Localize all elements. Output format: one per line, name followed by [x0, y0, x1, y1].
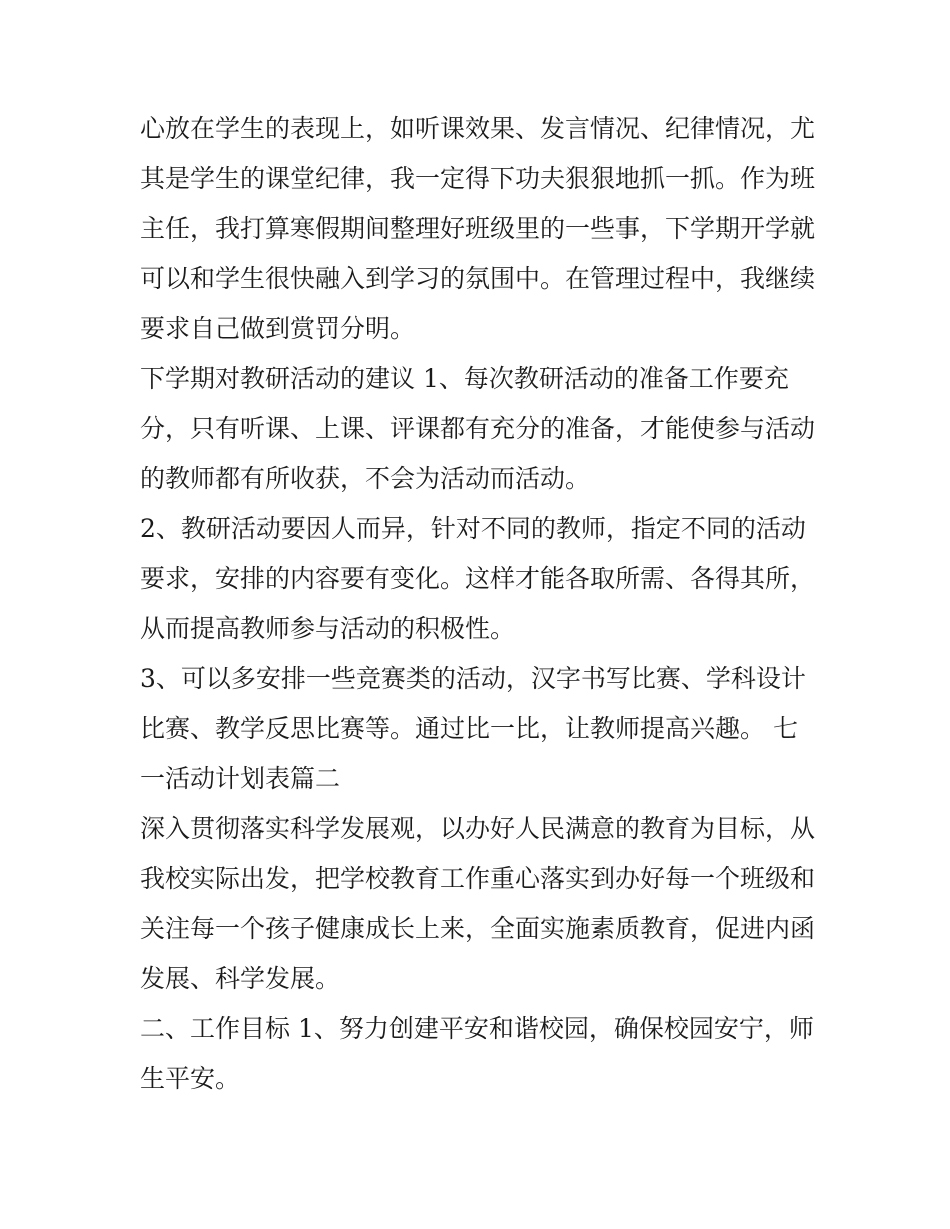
paragraph-3 [140, 504, 820, 654]
text-line: 可以和学生很快融入到学习的氛围中。在管理过程中，我继续 [140, 264, 816, 293]
text-line: 我校实际出发，把学校教育工作重心落实到办好每一个班级和 [140, 864, 816, 893]
text-line: 发展、科学发展。 [140, 964, 341, 993]
paragraph-1 [140, 104, 820, 354]
text-line: 3、可以多安排一些竞赛类的活动，汉字书写比赛、学科设计 [140, 664, 806, 693]
text-line: 二、工作目标 1、努力创建平安和谐校园，确保校园安宁，师 [140, 1014, 814, 1043]
document-body [140, 104, 820, 1104]
text-line: 其是学生的课堂纪律，我一定得下功夫狠狠地抓一抓。作为班 [140, 164, 816, 193]
text-line: 2、教研活动要因人而异，针对不同的教师，指定不同的活动 [140, 514, 806, 543]
paragraph-5 [140, 804, 820, 1004]
text-line: 从而提高教师参与活动的积极性。 [140, 614, 516, 643]
paragraph-4 [140, 654, 820, 804]
text-line: 关注每一个孩子健康成长上来，全面实施素质教育，促进内函 [140, 914, 816, 943]
text-line: 一活动计划表篇二 [140, 764, 341, 793]
paragraph-2 [140, 354, 820, 504]
text-line: 心放在学生的表现上，如听课效果、发言情况、纪律情况，尤 [140, 114, 816, 143]
paragraph-6 [140, 1004, 820, 1104]
text-line: 分，只有听课、上课、评课都有充分的准备，才能使参与活动 [140, 414, 816, 443]
text-line: 主任，我打算寒假期间整理好班级里的一些事，下学期开学就 [140, 214, 816, 243]
text-line: 要求自己做到赏罚分明。 [140, 314, 416, 343]
text-line: 的教师都有所收获，不会为活动而活动。 [140, 464, 591, 493]
text-line: 生平安。 [140, 1064, 241, 1093]
text-line: 要求，安排的内容要有变化。这样才能各取所需、各得其所， [140, 564, 816, 593]
text-line: 比赛、教学反思比赛等。通过比一比，让教师提高兴趣。 七 [140, 714, 798, 743]
text-line: 下学期对教研活动的建议 1、每次教研活动的准备工作要充 [140, 364, 789, 393]
text-line: 深入贯彻落实科学发展观，以办好人民满意的教育为目标，从 [140, 814, 816, 843]
